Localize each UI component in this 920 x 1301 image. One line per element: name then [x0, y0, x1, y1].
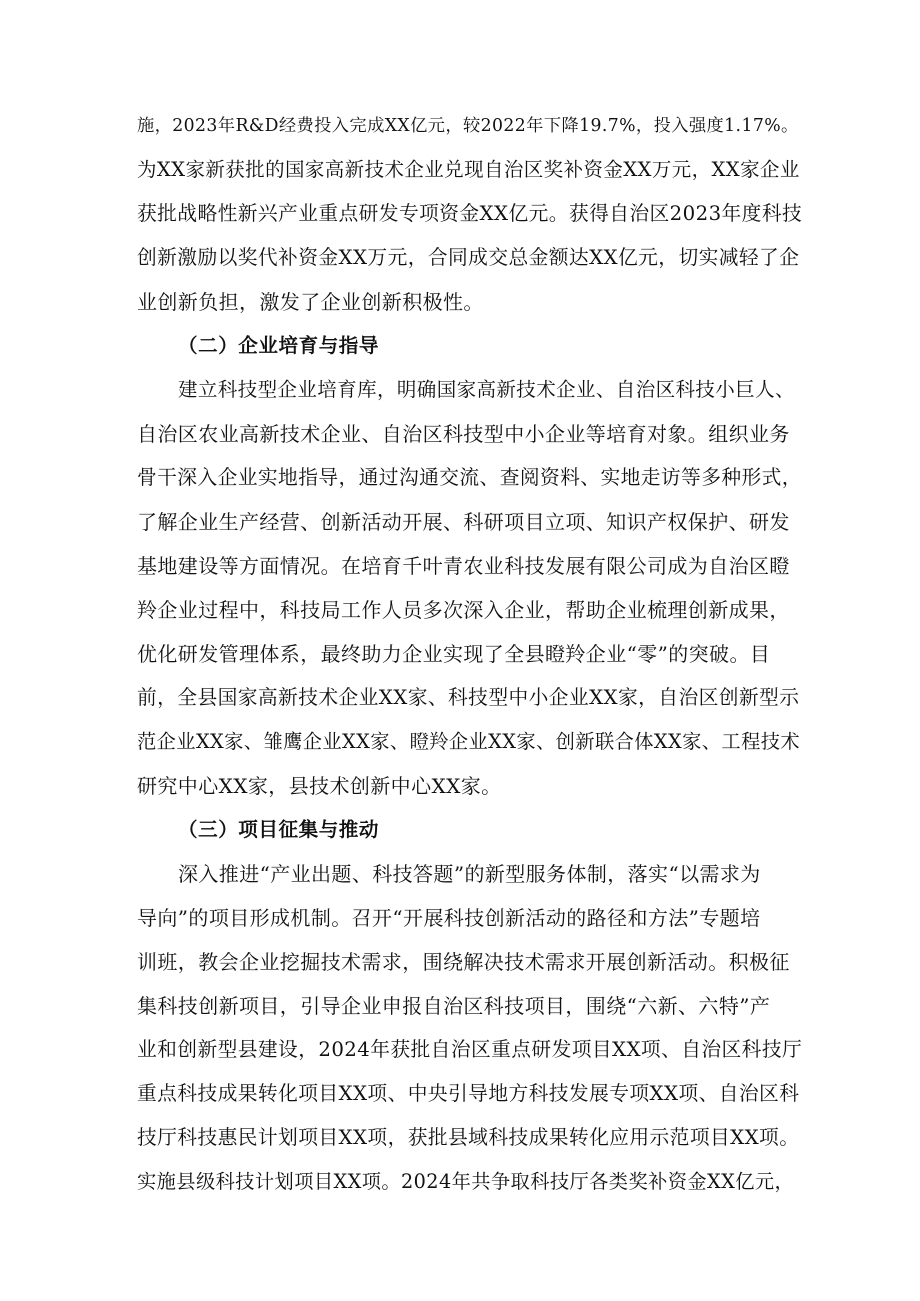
- text-line: 重点科技成果转化项目XX项、中央引导地方科技发展专项XX项、自治区科: [137, 1082, 800, 1105]
- paragraph-enterprise-cultivation: [137, 368, 802, 808]
- text-line: 集科技创新项目，引导企业申报自治区科技项目，围绕“六新、六特”产: [137, 994, 771, 1018]
- text-line: 基地建设等方面情况。在培育千叶青农业科技发展有限公司成为自治区瞪: [137, 554, 790, 578]
- text-line: 自治区农业高新技术企业、自治区科技型中小企业等培育对象。组织业务: [137, 422, 790, 446]
- text-line: 建立科技型企业培育库，明确国家高新技术企业、自治区科技小巨人、: [178, 378, 795, 401]
- text-line: 羚企业过程中，科技局工作人员多次深入企业，帮助企业梳理创新成果，: [137, 598, 790, 622]
- text-line: 范企业XX家、雏鹰企业XX家、瞪羚企业XX家、创新联合体XX家、工程技术: [137, 730, 801, 753]
- paragraph-funding: [137, 104, 803, 324]
- text-line: 前，全县国家高新技术企业XX家、科技型中小企业XX家，自治区创新型示: [137, 686, 800, 709]
- text-line: 训班，教会企业挖掘技术需求，围绕解决技术需求开展创新活动。积极征: [137, 950, 790, 974]
- text-line: 为XX家新获批的国家高新技术企业兑现自治区奖补资金XX万元，XX家企业: [137, 158, 800, 181]
- section-heading-enterprise-cultivation: （二）企业培育与指导: [178, 334, 380, 357]
- text-line: 优化研发管理体系，最终助力企业实现了全县瞪羚企业“零”的突破。目: [137, 642, 771, 666]
- text-line: 实施县级科技计划项目XX项。2024年共争取科技厅各类奖补资金XX亿元，: [137, 1170, 795, 1193]
- text-line: 技厅科技惠民计划项目XX项，获批县域科技成果转化应用示范项目XX项。: [137, 1126, 800, 1149]
- text-line: 了解企业生产经营、创新活动开展、科研项目立项、知识产权保护、研发: [137, 510, 790, 534]
- text-line: 研究中心XX家，县技术创新中心XX家。: [137, 774, 502, 798]
- text-line: 获批战略性新兴产业重点研发专项资金XX亿元。获得自治区2023年度科技: [137, 202, 803, 225]
- text-line: 业和创新型县建设，2024年获批自治区重点研发项目XX项、自治区科技厅: [137, 1038, 803, 1061]
- paragraph-project-collection: [137, 852, 803, 1204]
- text-line: 施，2023年R&D经费投入完成XX亿元，较2022年下降19.7%，投入强度1.17%。: [137, 116, 799, 136]
- text-line: 深入推进“产业出题、科技答题”的新型服务体制，落实“以需求为: [178, 862, 761, 886]
- text-line: 骨干深入企业实地指导，通过沟通交流、查阅资料、实地走访等多种形式，: [137, 466, 802, 489]
- document-body: [137, 104, 803, 1204]
- text-line: 导向”的项目形成机制。召开“开展科技创新活动的路径和方法”专题培: [137, 906, 761, 930]
- section-heading-project-collection: （三）项目征集与推动: [178, 818, 380, 841]
- text-line: 创新激励以奖代补资金XX万元，合同成交总金额达XX亿元，切实减轻了企: [137, 246, 800, 269]
- text-line: 业创新负担，激发了企业创新积极性。: [137, 290, 484, 314]
